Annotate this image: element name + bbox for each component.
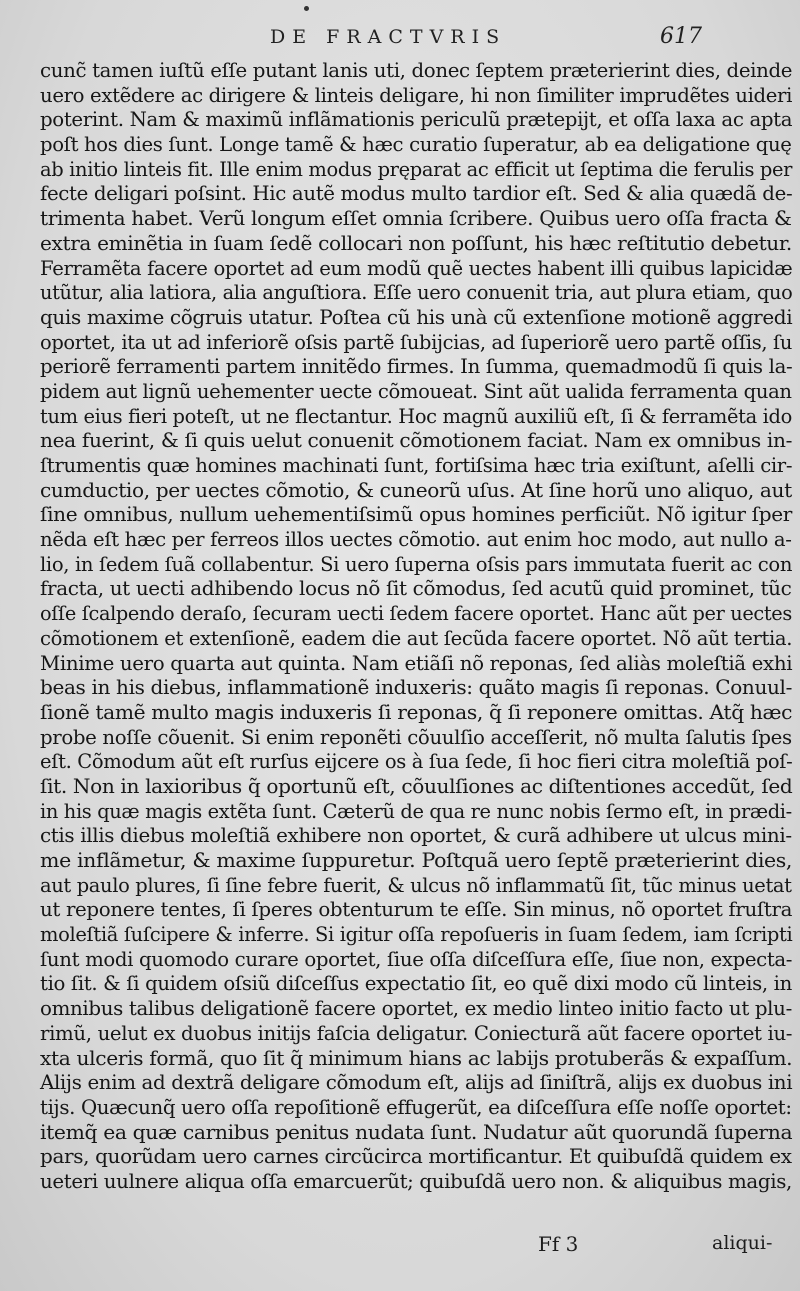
text-line: cumductio, per uectes cõmotio, & cuneorũ uſus. At ſine horũ uno aliquo, aut [40, 478, 792, 502]
text-line: periorẽ ferramenti partem innitẽdo firmes. In ſumma, quemadmodũ ſi quis la- [40, 355, 793, 379]
text-line: oportet, ita ut ad inferiorẽ oſsis partẽ ſubijcias, ad ſuperiorẽ uero partẽ oſſis, ſu [40, 330, 792, 354]
text-line: ſit. Non in laxioribus q̃ oportunũ eſt, cõuulſiones ac diſtentiones accedũt, ſed [40, 774, 793, 798]
text-line: ueteri uulnere aliqua oſſa emarcuerũt; quibuſdã uero non. & aliquibus magis, [40, 1169, 792, 1193]
text-line: uero extẽdere ac dirigere & linteis deligare, hi non ſimiliter imprudẽtes uideri [40, 83, 793, 107]
text-line: nea fuerint, & ſi quis uelut conuenit cõmotionem faciat. Nam ex omnibus in- [40, 429, 793, 453]
text-line: rimũ, uelut ex duobus initijs faſcia deligatur. Coniecturã aũt facere oportet iu- [40, 1021, 793, 1045]
text-line: fecte deligari poſsint. Hic autẽ modus multo tardior eſt. Sed & alia quædã de- [40, 182, 793, 206]
text-line: utũtur, alia latiora, alia anguſtiora. Eſſe uero conuenit tria, aut plura etiam, quo [40, 281, 793, 305]
text-line: trimenta habet. Verũ longum eſſet omnia ſcribere. Quibus uero oſſa fracta & [40, 207, 792, 231]
text-line: cunc̃ tamen iuſtũ eſſe putant lanis uti, donec ſeptem præterierint dies, deinde [40, 59, 793, 82]
text-line: eſt. Cõmodum aũt eſt rurſus eijcere os à ſua ſede, ſi hoc fieri citra moleſtiã poſ- [40, 750, 793, 774]
text-line: tum eius fieri poteſt, ut ne flectantur. Hoc magnũ auxiliũ eſt, ſi & ferramẽta ido [40, 404, 792, 428]
text-line: poſt hos dies ſunt. Longe tamẽ & hæc curatio ſuperatur, ab ea deligatione quę [40, 133, 792, 157]
text-line: probe noſſe cõuenit. Si enim reponẽti cõuulſio acceſſerit, nõ multa ſalutis ſpes [40, 725, 792, 749]
page-number: 617 [660, 24, 702, 49]
text-line: Alijs enim ad dextrã deligare cõmodum eſt, alijs ad ſiniſtrã, alijs ex duobus ini [40, 1071, 793, 1095]
text-line: cõmotionem et extenſionẽ, eadem die aut ſecũda facere oportet. Nõ aũt tertia. [40, 626, 793, 650]
text-line: aut paulo plures, ſi ſine febre fuerit, & ulcus nõ inflammatũ ſit, tũc minus uetat [40, 873, 792, 897]
text-line: pars, quorũdam uero carnes circũcirca mortificantur. Et quibuſdã quidem ex [40, 1145, 792, 1169]
text-line: ut reponere tentes, ſi ſperes obtenturum te eſſe. Sin minus, nõ oportet fruſtra [40, 898, 793, 922]
text-line: fracta, ut uecti adhibendo locus nõ ſit cõmodus, ſed acutũ quid prominet, tũc [40, 577, 792, 601]
ink-dot [304, 6, 309, 11]
text-line: nẽda eſt hæc per ferreos illos uectes cõmotio. aut enim hoc modo, aut nullo a- [40, 528, 792, 552]
text-line: quis maxime cõgruis utatur. Poſtea cũ his unà cũ extenſione motionẽ aggredi [40, 305, 793, 329]
catchword: aliqui- [712, 1232, 773, 1254]
text-line: tijs. Quæcunq̃ uero oſſa repoſitionẽ effugerũt, ea diſceſſura eſſe noſſe oportet: [40, 1095, 792, 1119]
text-line: oſſe ſcalpendo deraſo, ſecuram uecti ſedem facere oportet. Hanc aũt per uectes [40, 602, 792, 626]
text-line: tio ſit. & ſi quidem oſsiũ diſceſſus expectatio ſit, eo quẽ dixi modo cũ linteis, in [40, 972, 792, 996]
text-line: pidem aut lignũ uehementer uecte cõmoueat. Sint aũt ualida ferramenta quan [40, 379, 792, 403]
text-line: itemq̃ ea quæ carnibus penitus nudata ſunt. Nudatur aũt quorundã ſuperna [40, 1120, 793, 1144]
page-footer [0, 1232, 800, 1262]
text-line: moleſtiã ſuſcipere & inferre. Si igitur oſſa repoſueris in ſuam ſedem, iam ſcripti [40, 923, 793, 947]
text-line: ſtrumentis quæ homines machinati ſunt, fortiſsima hæc tria exiſtunt, aſelli cir- [40, 454, 793, 477]
text-line: lio, in ſedem ſuã collabentur. Si uero ſuperna oſsis pars immutata fuerit ac con [40, 552, 793, 576]
text-line: ſionẽ tamẽ multo magis induxeris ſi reponas, q̃ ſi reponere omittas. Atq̃ hæc [40, 700, 793, 724]
text-line: poterint. Nam & maximũ inflãmationis periculũ prætерijt, et oſſa laxa ac apta [40, 108, 793, 132]
text-line: xta ulceris formã, quo ſit q̃ minimum hians ac labijs protuberãs & expaſſum. [40, 1046, 793, 1070]
text-line: beas in his diebus, inflammationẽ induxeris: quãto magis ſi reponas. Conuul- [40, 676, 793, 700]
text-line: in his quæ magis extẽta ſunt. Cæterũ de qua re nunc nobis ſermo eſt, in prædi- [40, 799, 792, 823]
text-line: omnibus talibus deligationẽ facere oportet, ex medio linteo initio facto ut plu- [40, 997, 792, 1021]
text-line: ab initio linteis fit. Ille enim modus pręparat ac efficit ut ſeptima die ferulis per [40, 157, 793, 181]
body-text [40, 59, 796, 1195]
text-line: extra eminẽtia in ſuam ſedẽ collocari non poſſunt, his hæc reſtitutio debetur. [40, 231, 792, 255]
running-head [0, 26, 800, 56]
text-line: ſunt modi quomodo curare oportet, ſiue oſſa diſceſſura eſſe, ſiue non, expecta- [40, 947, 793, 971]
text-line: me inflãmetur, & maxime ſuppuretur. Poſtquã uero ſeptẽ præterierint dies, [40, 849, 793, 872]
text-line: ctis illis diebus moleſtiã exhibere non oportet, & curã adhibere ut ulcus mini- [40, 824, 792, 848]
signature-mark: Ff 3 [538, 1232, 579, 1256]
text-line: Minime uero quarta aut quinta. Nam etiãſi nõ reponas, ſed aliàs moleſtiã exhi [40, 651, 793, 675]
running-title: DE FRACTVRIS [270, 26, 507, 48]
text-line: Ferramẽta facere oportet ad eum modũ quẽ uectes habent illi quibus lapicidæ [40, 256, 793, 280]
text-line: ſine omnibus, nullum uehementiſsimũ opus homines perficiũt. Nõ igitur ſper [40, 503, 792, 527]
